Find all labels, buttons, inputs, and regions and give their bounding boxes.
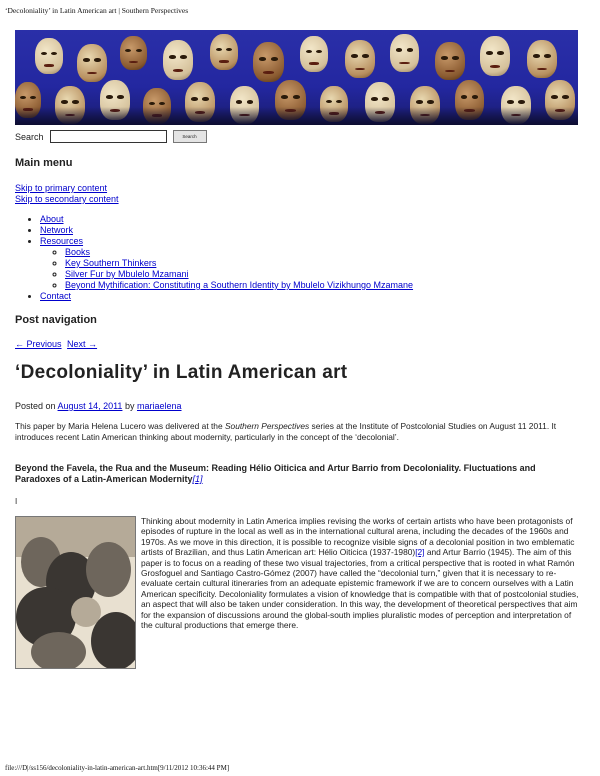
body-paragraph	[141, 516, 581, 630]
print-header: ‘Decoloniality’ in Latin American art | Southern Perspectives	[5, 6, 189, 15]
previous-post-link[interactable]: ← Previous	[15, 339, 62, 349]
submenu-link-books[interactable]: Books	[65, 247, 91, 257]
search-input[interactable]	[50, 130, 167, 143]
submenu-item-books	[65, 247, 413, 258]
search-button[interactable]: Search	[173, 130, 207, 143]
submenu-link-key-southern-thinkers[interactable]: Key Southern Thinkers	[65, 258, 157, 268]
print-footer: file:///D|/ss156/decoloniality-in-latin-american-art.htm[9/11/2012 10:36:44 PM]	[5, 764, 230, 772]
intro-text-b: series at the Institute of Postcolonial Studies on August 11 2011. It introduces recent Latin American thinking about modernity, particularly in the concept of the ‘decolonial’.	[15, 421, 557, 442]
search-label: Search	[15, 131, 44, 142]
menu-item-network	[40, 225, 413, 236]
footnote-1-link[interactable]: [1]	[192, 474, 203, 484]
menu-item-contact	[40, 291, 413, 302]
search-form	[15, 130, 207, 143]
post-navigation-heading: Post navigation	[15, 314, 97, 326]
post-navigation	[15, 339, 100, 349]
post-meta	[15, 401, 182, 411]
subheading-text: Beyond the Favela, the Rua and the Museum: Reading Hélio Oiticica and Artur Barrio from Decoloniality. Fluctuations and Paradoxes of a Latin-American Modernity	[15, 463, 536, 484]
submenu-item-key-southern-thinkers	[65, 258, 413, 269]
author-link[interactable]: mariaelena	[136, 401, 182, 411]
body-text-a: Thinking about modernity in Latin America implies revising the works of certain artists who have been protagonists of episodes of rupture in the local as well as in the international cultural arena, including the decades of the 1960s and 1970s. As we move in this direction, it is possible to recognize visible signs of a decolonial position in two emblematic artists of Brazilian, and thus Latin American art: Hélio Oiticica (1937-1980)	[141, 516, 575, 558]
footnote-2-link[interactable]: [2]	[415, 547, 425, 558]
menu-item-about	[40, 214, 413, 225]
by-label: by	[124, 401, 135, 411]
skip-to-secondary-link[interactable]: Skip to secondary content	[15, 194, 119, 204]
submenu-link-silver-fur[interactable]: Silver Fur by Mbulelo Mzamani	[65, 269, 189, 279]
skip-to-primary-link[interactable]: Skip to primary content	[15, 183, 108, 193]
skip-links	[15, 183, 119, 205]
submenu-link-beyond-mythification[interactable]: Beyond Mythification: Constituting a Southern Identity by Mbulelo Vizikhungo Mzamane	[65, 280, 414, 290]
intro-series-name: Southern Perspectives	[224, 421, 310, 431]
article-subheading	[15, 463, 578, 485]
menu-link-contact[interactable]: Contact	[40, 291, 72, 301]
protest-photograph	[15, 516, 136, 669]
main-menu	[15, 214, 413, 302]
intro-text-a: This paper by Maria Helena Lucero was delivered at the	[15, 421, 225, 431]
menu-item-resources	[40, 236, 413, 291]
submenu-item-silver-fur	[65, 269, 413, 280]
header-banner-image	[15, 30, 578, 125]
article-title: ‘Decoloniality’ in Latin American art	[15, 362, 348, 383]
post-date-link[interactable]: August 14, 2011	[57, 401, 123, 411]
posted-on-label: Posted on	[15, 401, 56, 411]
menu-link-network[interactable]: Network	[40, 225, 74, 235]
menu-link-resources[interactable]: Resources	[40, 236, 84, 246]
intro-paragraph	[15, 421, 578, 443]
next-post-link[interactable]: Next →	[67, 339, 98, 349]
main-menu-heading: Main menu	[15, 157, 73, 169]
submenu-item-beyond-mythification	[65, 280, 413, 291]
section-numeral: I	[15, 497, 18, 506]
body-text-b: and Artur Barrio (1945). The aim of this paper is to focus on a reading of these two visual trajectories, from a critical perspective that is rooted in what Ramón Grosfoguel and Santiago Castro-Gómez (2007) have called the “decolonial turn,” given that it is necessary to re-evaluate certain cultural itineraries from an adequate epistemic framework if we are to concern ourselves with a Latin American specificity. Decoloniality formulates a vision of knowledge that is compatible with that of postcolonial studies, an aspect that will also be taken under consideration. In this way, the development of theoretical perspectives that aim for the expansion of discussions around the global-south implies pluralistic modes of perception and interpretation of the cultural productions that emerge there.	[141, 547, 579, 631]
menu-link-about[interactable]: About	[40, 214, 64, 224]
